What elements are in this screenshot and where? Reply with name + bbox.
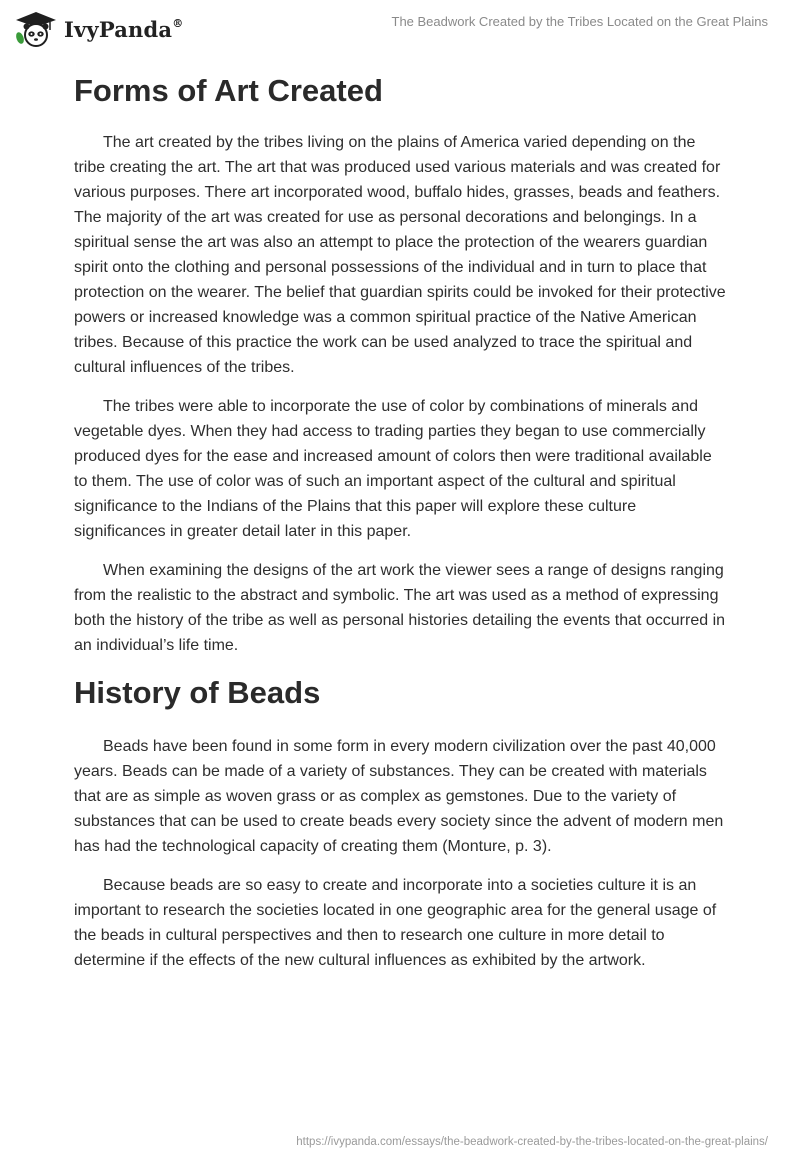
page-header (0, 0, 800, 60)
paragraph: Beads have been found in some form in every modern civilization over the past 40,000 years. Beads can be made of a variety of substances. They can be created with materials that are as simple as woven grass or as complex as gemstones. Due to the variety of substances that can be used to create beads every society since the advent of modern men has had the technological capacity of creating them (Monture, p. 3). (74, 738, 724, 855)
paragraph: The art created by the tribes living on the plains of America varied depending on the tribe creating the art. The art that was produced used various materials and was created for various purposes. There art incorporated wood, buffalo hides, grasses, beads and feathers. The majority of the art was created for use as personal decorations and belongings. In a spiritual sense the art was also an attempt to place the protection of the wearers guardian spirit onto the clothing and personal possessions of the individual and in turn to place that protection on the wearer. The belief that guardian spirits could be invoked for their protective powers or increased knowledge was a common spiritual practice of the Native American tribes. Because of this practice the work can be used analyzed to trace the spiritual and cultural influences of the tribes. (74, 134, 726, 376)
paragraph: When examining the designs of the art work the viewer sees a range of designs ranging from the realistic to the abstract and symbolic. The art was used as a method of expressing both the history of the tribe as well as personal histories detailing the events that occurred in an individual’s life time. (74, 562, 726, 654)
section-heading: History of Beads (74, 675, 321, 710)
section-forms-of-art (74, 70, 726, 658)
essay-content (74, 70, 726, 987)
section-heading: Forms of Art Created (74, 73, 383, 108)
paragraph: The tribes were able to incorporate the use of color by combinations of minerals and vegetable dyes. When they had access to trading parties they began to use commercially produced dyes for the ease and increased amount of colors then were traditional available to them. The use of color was of such an important aspect of the cultural and spiritual significance to the Indians of the Plains that this paper will explore these culture significances in greater detail later in this paper. (74, 398, 712, 540)
source-url-link[interactable]: https://ivypanda.com/essays/the-beadwork-created-by-the-tribes-located-on-the-great-plains/ (296, 1136, 768, 1148)
section-history-of-beads (74, 672, 726, 973)
document-title: The Beadwork Created by the Tribes Located on the Great Plains (391, 14, 768, 29)
paragraph: Because beads are so easy to create and incorporate into a societies culture it is an important to research the societies located in one geographic area for the general usage of the beads in cultural perspectives and then to research one culture in more detail to determine if the effects of the new cultural influences as exhibited by the artwork. (74, 877, 717, 969)
trademark-symbol: ® (172, 16, 184, 30)
brand-name: IvyPanda® (64, 16, 184, 42)
panda-graduate-icon (14, 10, 58, 48)
ivypanda-logo[interactable] (14, 10, 183, 48)
